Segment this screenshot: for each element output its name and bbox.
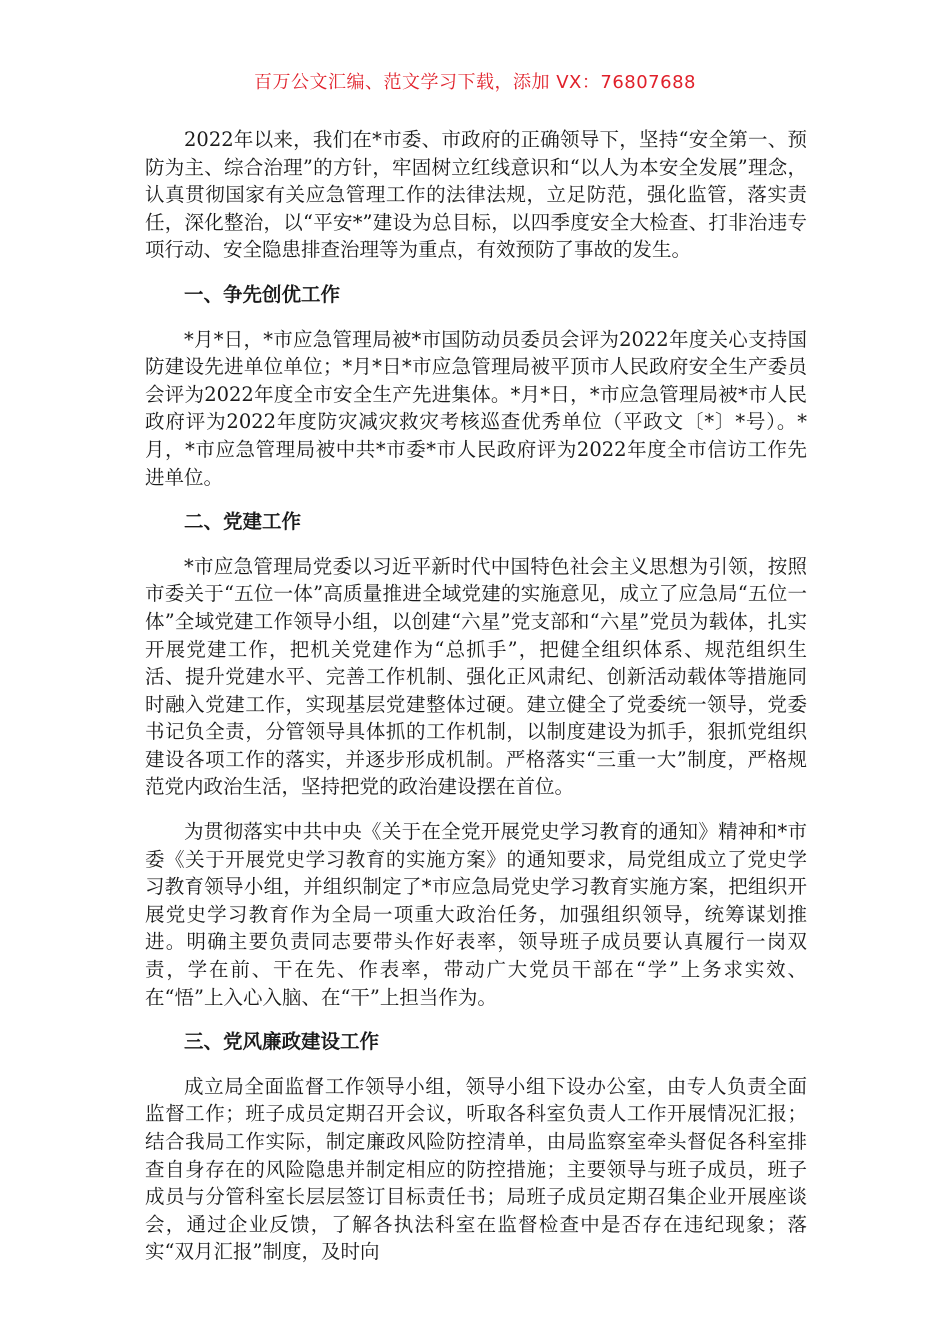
section-heading-2: 二、党建工作 bbox=[184, 510, 302, 534]
intro-paragraph: 2022年以来，我们在*市委、市政府的正确领导下，坚持“安全第一、预防为主、综合治理”的方针，牢固树立红线意识和“以人为本安全发展”理念，认真贯彻国家有关应急管理工作的法律法规，立足防范，强化监管，落实责任，深化整治，以“平安*”建设为总目标，以四季度安全大检查、打非治违专项行动、安全隐患排查治理等为重点，有效预防了事故的发生。 bbox=[145, 128, 807, 262]
section-heading-3: 三、党风廉政建设工作 bbox=[184, 1030, 380, 1054]
document-body bbox=[145, 126, 807, 1266]
section2-paragraph-1: *市应急管理局党委以习近平新时代中国特色社会主义思想为引领，按照市委关于“五位一体”高质量推进全域党建的实施意见，成立了应急局“五位一体”全域党建工作领导小组，以创建“六星”党支部和“六星”党员为载体，扎实开展党建工作，把机关党建作为“总抓手”，把健全组织体系、规范组织生活、提升党建水平、完善工作机制、强化正风肃纪、创新活动载体等措施同时融入党建工作，实现基层党建整体过硬。建立健全了党委统一领导，党委书记负全责，分管领导具体抓的工作机制，以制度建设为抓手，狠抓党组织建设各项工作的落实，并逐步形成机制。严格落实“三重一大”制度，严格规范党内政治生活，坚持把党的政治建设摆在首位。 bbox=[145, 554, 807, 799]
download-banner: 百万公文汇编、范文学习下载，添加 VX：76807688 bbox=[254, 72, 696, 93]
section1-paragraph: *月*日，*市应急管理局被*市国防动员委员会评为2022年度关心支持国防建设先进单位单位；*月*日*市应急管理局被平顶市人民政府安全生产委员会评为2022年度全市安全生产先进集体。*月*日，*市应急管理局被*市人民政府评为2022年度防灾减灾救灾考核巡查优秀单位（平政文〔*〕*号）。*月，*市应急管理局被中共*市委*市人民政府评为2022年度全市信访工作先进单位。 bbox=[145, 327, 807, 489]
section3-paragraph: 成立局全面监督工作领导小组，领导小组下设办公室，由专人负责全面监督工作；班子成员定期召开会议，听取各科室负责人工作开展情况汇报；结合我局工作实际，制定廉政风险防控清单，由局监察室牵头督促各科室排查自身存在的风险隐患并制定相应的防控措施；主要领导与班子成员，班子成员与分管科室长层层签订目标责任书；局班子成员定期召集企业开展座谈会，通过企业反馈，了解各执法科室在监督检查中是否存在违纪现象；落实“双月汇报”制度，及时向 bbox=[145, 1074, 807, 1264]
section-heading-1: 一、争先创优工作 bbox=[184, 282, 341, 306]
section2-paragraph-2: 为贯彻落实中共中央《关于在全党开展党史学习教育的通知》精神和*市委《关于开展党史学习教育的实施方案》的通知要求，局党组成立了党史学习教育领导小组，并组织制定了*市应急局党史学习教育实施方案，把组织开展党史学习教育作为全局一项重大政治任务，加强组织领导，统筹谋划推进。明确主要负责同志要带头作好表率，领导班子成员要认真履行一岗双责，学在前、干在先、作表率，带动广大党员干部在“学”上务求实效、在“悟”上入心入脑、在“干”上担当作为。 bbox=[145, 820, 807, 1009]
